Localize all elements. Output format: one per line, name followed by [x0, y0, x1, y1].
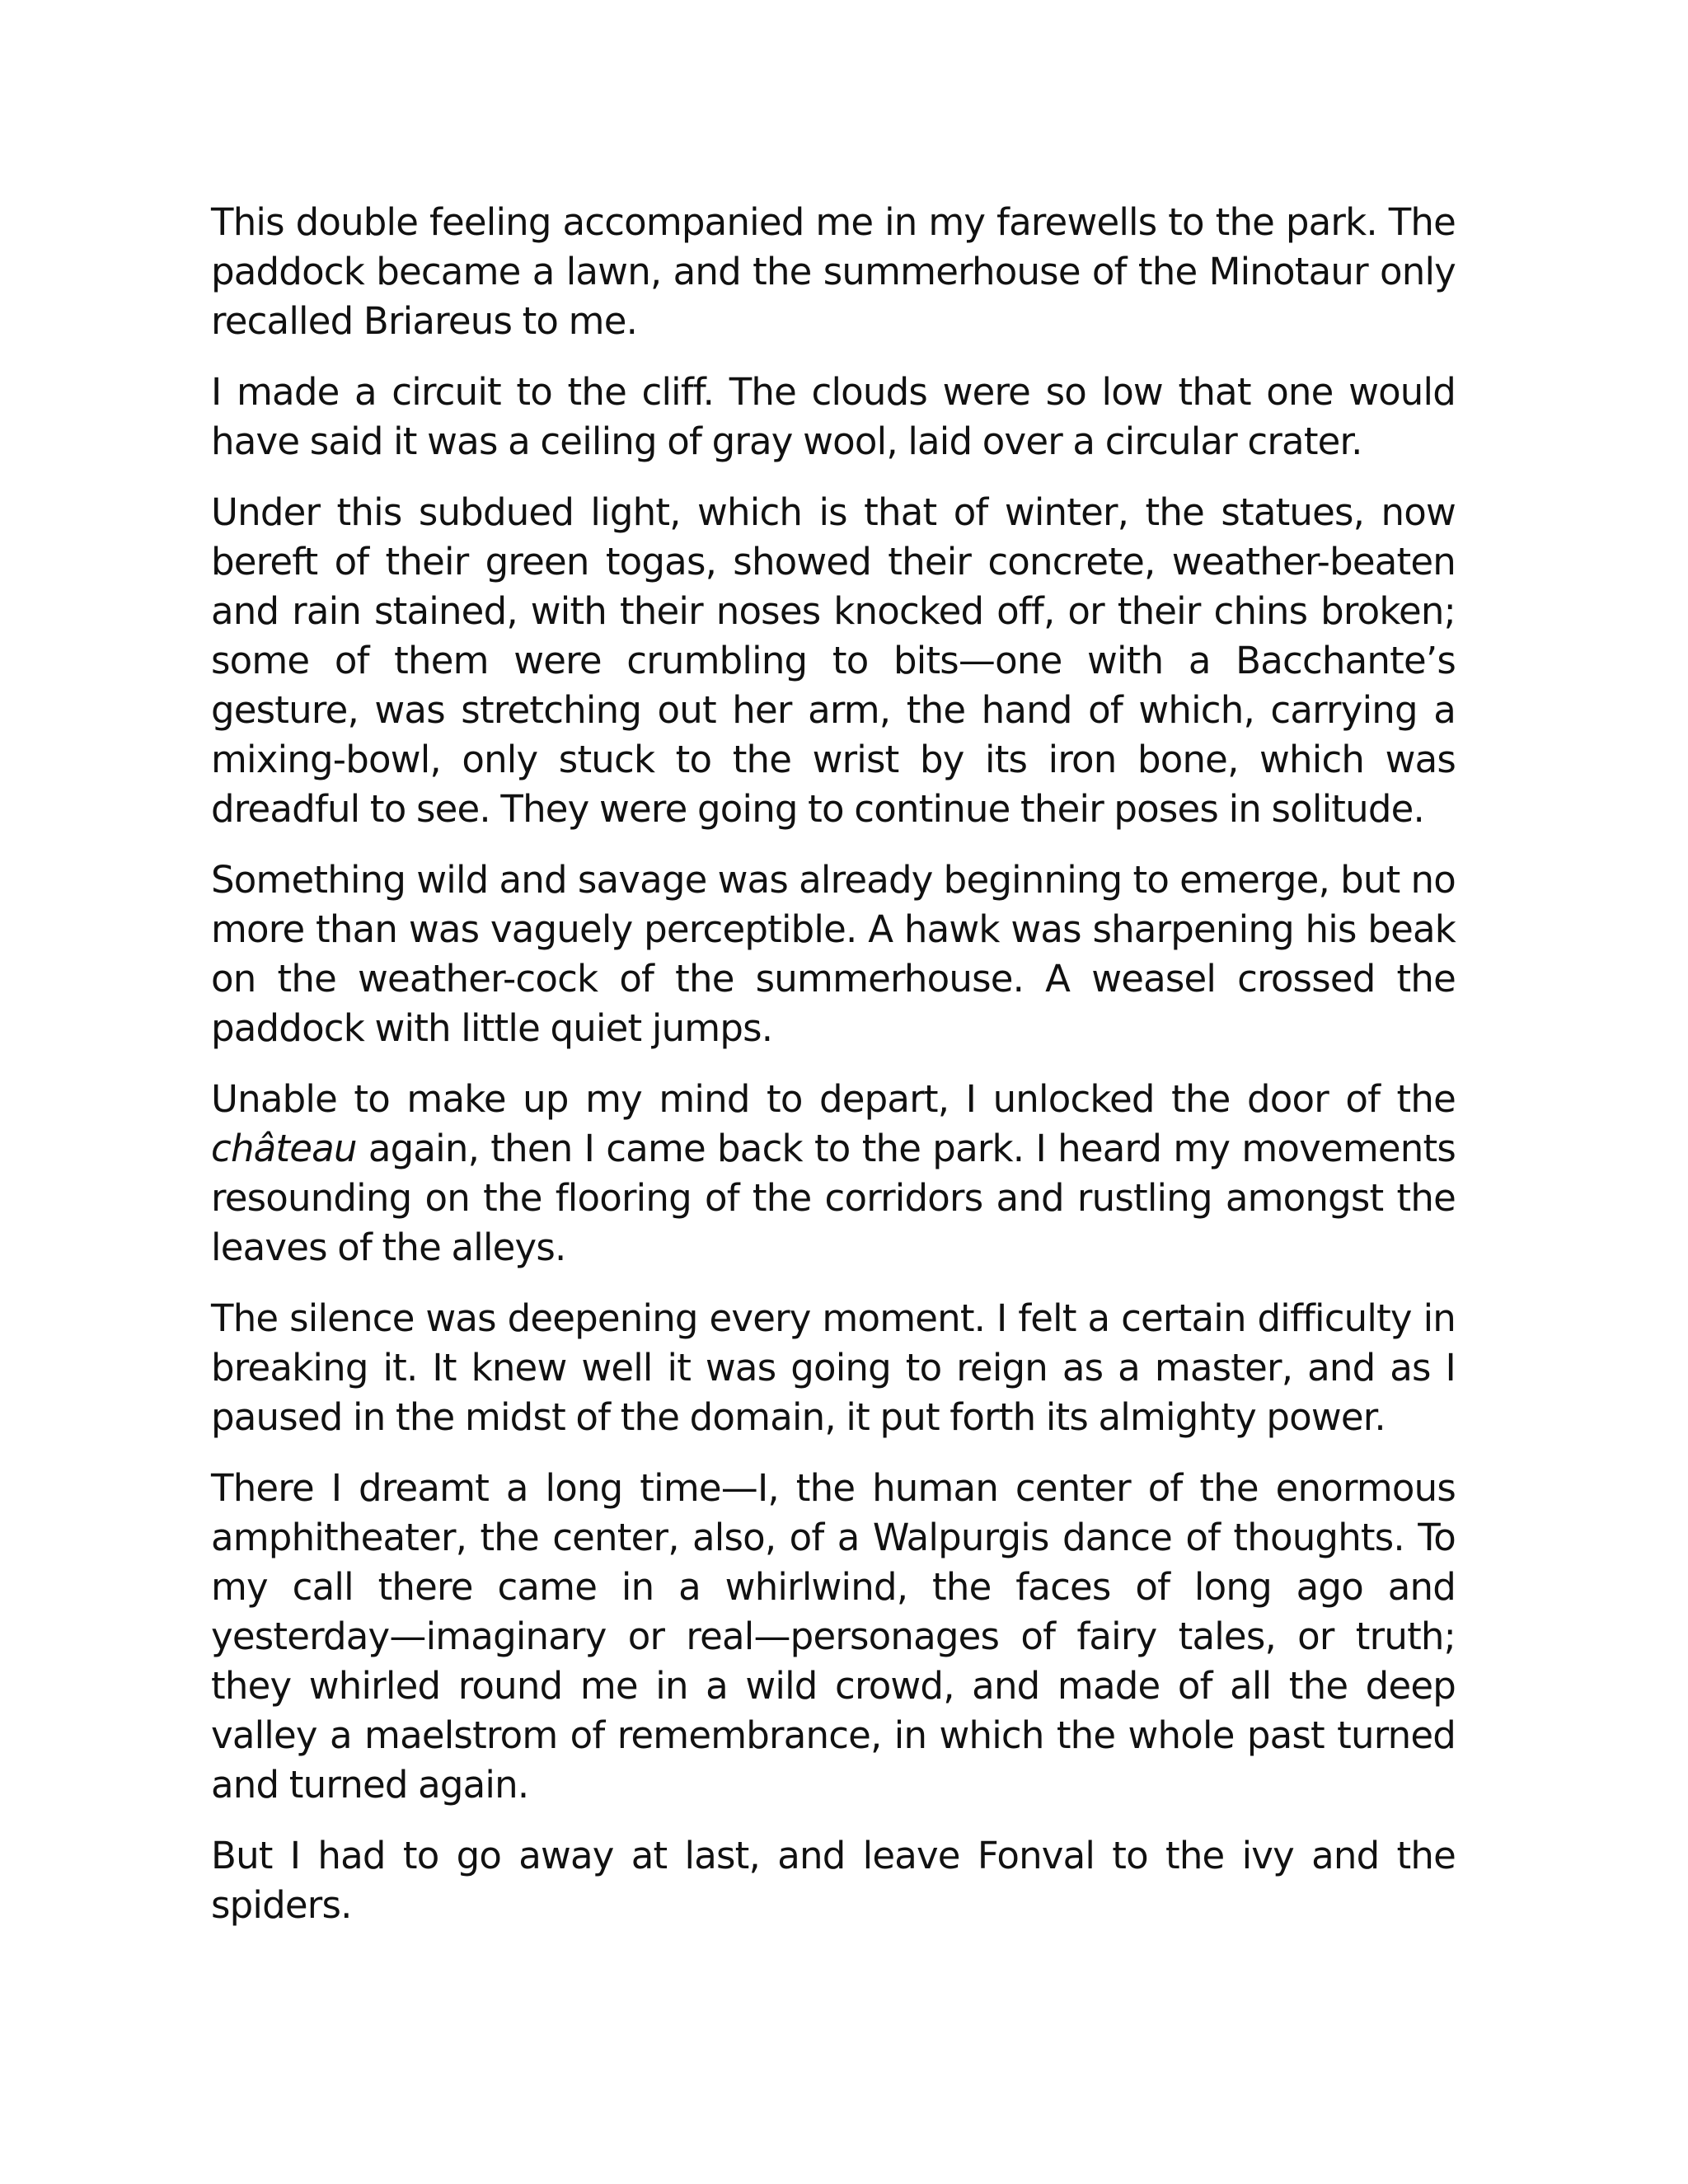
paragraph-2: I made a circuit to the cliff. The clouds were so low that one would have said it was a ceiling of gray wool, laid over a circular crater. [211, 370, 1456, 463]
paragraph-6: The silence was deepening every moment. I felt a certain difficulty in breaking it. It knew well it was going to reign as a master, and as I paused in the midst of the domain, it put forth its almighty power. [211, 1296, 1456, 1439]
body-text [211, 198, 1456, 1952]
paragraph-3: Under this subdued light, which is that of winter, the statues, now bereft of their green togas, showed their concrete, weather-beaten and rain stained, with their noses knocked off, or their chins broken; some of them were crumbling to bits—one with a Bacchante’s gesture, was stretching out her arm, the hand of which, carrying a mixing-bowl, only stuck to the wrist by its iron bone, which was dreadful to see. They were going to continue their poses in solitude. [211, 490, 1456, 831]
paragraph-5 [211, 1075, 1456, 1272]
paragraph-1: This double feeling accompanied me in my farewells to the park. The paddock became a lawn, and the summerhouse of the Minotaur only recalled Briareus to me. [211, 200, 1456, 343]
paragraph-4: Something wild and savage was already beginning to emerge, but no more than was vaguely perceptible. A hawk was sharpening his beak on the weather-cock of the summerhouse. A weasel crossed the paddock with little quiet jumps. [211, 858, 1456, 1050]
paragraph-7: There I dreamt a long time—I, the human center of the enormous amphitheater, the center, also, of a Walpurgis dance of thoughts. To my call there came in a whirlwind, the faces of long ago and yesterday—imaginary or real—personages of fairy tales, or truth; they whirled round me in a wild crowd, and made of all the deep valley a maelstrom of remembrance, in which the whole past turned and turned again. [211, 1466, 1456, 1807]
italic-word-chateau: château [211, 1127, 357, 1170]
paragraph-5-text-before: Unable to make up my mind to depart, I unlocked the door of the [211, 1077, 1456, 1121]
paragraph-8: But I had to go away at last, and leave Fonval to the ivy and the spiders. [211, 1834, 1456, 1927]
paragraph-5-text-after: again, then I came back to the park. I heard my movements resounding on the flooring of the corridors and rustling amongst the leaves of the alleys. [211, 1127, 1456, 1269]
